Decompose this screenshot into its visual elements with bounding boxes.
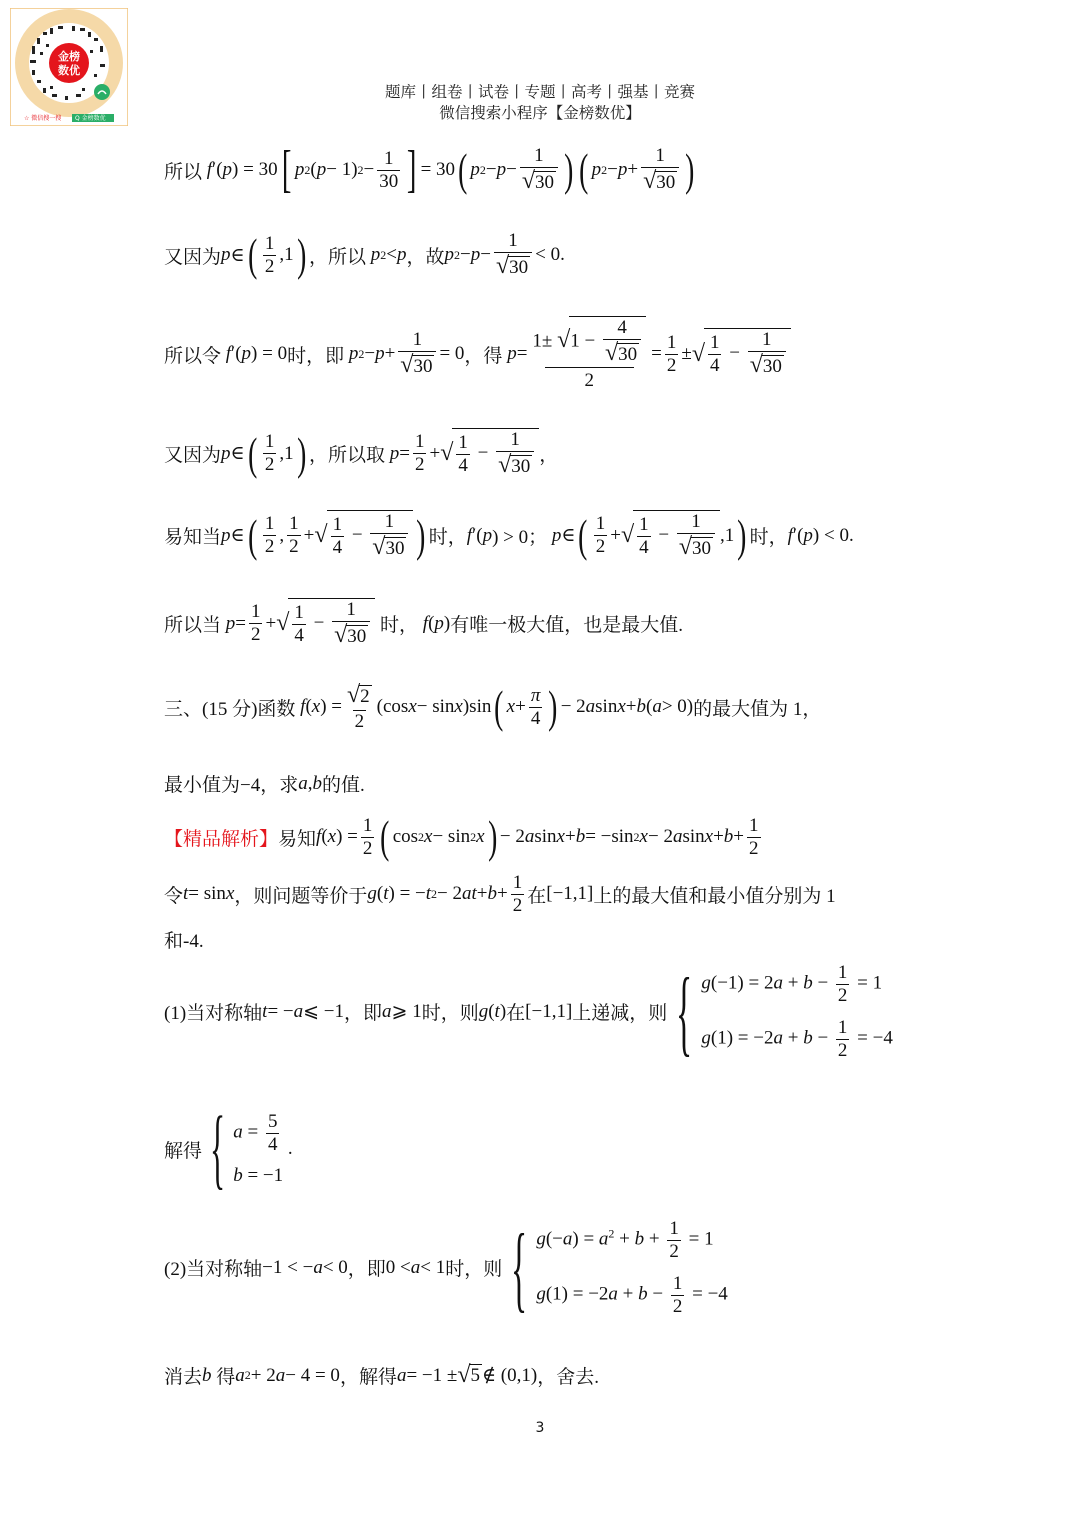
substitution-line2: 和-4. [164,931,204,952]
text-mid2: ，故 [406,246,445,268]
equation-line-monotonic: 易知当 p ∈ ( $\frac{1}{2}$ , $\frac{1}{2}$ + √ $\frac{1}{4}$ − $\frac{1}{√30}$ ) 时， f ′( p ) > 0； p ∈ ( $\frac{1}{2}$ + √ $\frac{1}{4}$ − $\frac{1}{√30}$ ,1 ) 时， f ′( p ) < 0. [164,509,854,561]
text-mid: ，所以取 [309,445,386,467]
text-mid3: 在 [506,1003,526,1025]
text-line2-end: 的值. [321,775,365,796]
text-suffix: 时，则 [445,1259,503,1281]
text-mid2: 时，则 [421,1003,479,1025]
equation-line-choose-p: 又因为 p ∈ ( $\frac{1}{2}$ ,1 ) ，所以取 p = $\frac{1}{2}$ + √ $\frac{1}{4}$ − $\frac{1}{√30}$ ， [164,427,559,479]
question-3-statement: 三、(15 分)函数 f ( x ) = $\frac{√2}{2}$ (cos x − sin x )sin ( x + $\frac{\pi}{4}$ ) − 2 a sin x + b ( a > 0) 的最大值为 1， [164,681,822,733]
svg-text:☆ 微信搜一搜: ☆ 微信搜一搜 [24,115,62,122]
analysis-tag: 【精品解析】 [164,828,279,850]
case-1-line: (1)当对称轴 t = − a ⩽ −1 ，即 a ⩾ 1 时，则 g ( t ) 在 [−1,1] 上递减，则 { g(−1) = 2a + b − $\frac{1}{2}$ = 1 g(1) = −2a + b − $\frac{1}{2}$ = −4 [164,957,893,1065]
text-mid: 得 [216,1367,236,1388]
header-subtitle: 微信搜索小程序【金榜数优】 [439,104,641,122]
text-mid: ，即 [347,1259,386,1281]
text-prefix: 易知当 [164,527,222,549]
text-suffix: 上的最大值和最小值分别为 1 [593,885,836,907]
text-mid: 时， [428,527,467,549]
text-mid: ，则问题等价于 [234,885,368,907]
substitution-line: 令 t = sin x ，则问题等价于 g ( t ) = − t 2 − 2 at + b + $\frac{1}{2}$ 在 [−1,1] 上的最大值和最小值分别为 1 [164,872,836,916]
text-mid: ，所以 [309,246,367,268]
text-prefix: 又因为 [164,246,222,268]
text-mid: 时， [380,615,419,637]
svg-text:Q 金榜数优: Q 金榜数优 [75,115,106,122]
equation-line-root: 所以令 f ′( p ) = 0 时，即 p 2 − p + $\frac{1}{√30}$ = 0 ，得 p = 1± √1 − $\frac{4}{√30}$ 2 = $\frac{1}{2}$ ± √ $\frac{1}{4}$ − $\frac{1}{√30}$ [164,316,791,392]
text-mid: ，即 [344,1003,383,1025]
text-mid: 时，即 [287,345,345,367]
text-prefix: 易知 [278,828,317,850]
text-prefix: 所以 [164,161,203,183]
text-suffix: 上递减，则 [572,1003,668,1025]
text-mid2: 时， [749,527,788,549]
text-suffix: 有唯一极大值，也是最大值. [450,615,683,637]
question-label: 三、(15 分)函数 [164,698,296,720]
solve-line: 解得 { a = $\frac{5}{4}$ b = −1 . [164,1099,293,1198]
equation-line-derivative: 所以 f ′( p ) = 30 [ p 2 ( p − 1) 2 − $\frac{1}{30}$ ] = 30 ( p 2 − p − $\frac{1}{√30}$ ) ( p 2 − p + $\frac{1}{√30}$ ) [164,141,695,198]
text-prefix: (1)当对称轴 [164,1003,263,1025]
eliminate-line: 消去 b 得 a 2 + 2 a − 4 = 0 ，解得 a = −1 ± √ 5 ∉ (0,1) ，舍去. [164,1362,599,1388]
page-number: 3 [535,1420,545,1436]
case-2-line: (2)当对称轴 −1 < − a < 0 ，即 0 < a < 1 时，则 { $g(-a) = a^2 + b$ + $\frac{1}{2}$ = 1 g(1) = −2a + b − $\frac{1}{2}$ = −4 [164,1213,728,1321]
svg-text:数优: 数优 [58,64,80,77]
text-prefix: 解得 [164,1140,203,1162]
text-line2: 最小值为−4，求 [164,775,299,796]
text-prefix: (2)当对称轴 [164,1259,263,1281]
text-prefix: 消去 [164,1367,203,1388]
text-suffix: 的最大值为 1， [693,698,822,720]
header-nav: 题库丨组卷丨试卷丨专题丨高考丨强基丨竞赛 [384,83,695,101]
text-mid2: ，得 [464,345,503,367]
text-mid2: ，解得 [339,1367,397,1388]
text-mid2: 在 [527,885,547,907]
question-3-line2: 最小值为−4，求 a , b 的值. [164,770,365,797]
text-prefix: 又因为 [164,445,222,467]
equation-line-range: 又因为 p ∈ ( $\frac{1}{2}$ ,1 ) ，所以 p 2 < p ，故 p 2 − p − $\frac{1}{√30}$ < 0. [164,229,565,281]
equation-line-max: 所以当 p = $\frac{1}{2}$ + √ $\frac{1}{4}$ − $\frac{1}{√30}$ 时， f ( p ) 有唯一极大值，也是最大值. [164,599,683,648]
text-prefix: 所以当 [164,615,222,637]
text-suffix: ，舍去. [537,1367,599,1388]
analysis-line: 【精品解析】 易知 f ( x ) = $\frac{1}{2}$ ( cos 2 x − sin 2 x ) − 2 a sin x + b = −sin 2 x − 2 a sin x + b + $\frac{1}{2}$ [164,811,759,862]
svg-text:金榜: 金榜 [58,50,80,63]
text-prefix: 令 [164,885,184,907]
text-prefix: 所以令 [164,345,222,367]
